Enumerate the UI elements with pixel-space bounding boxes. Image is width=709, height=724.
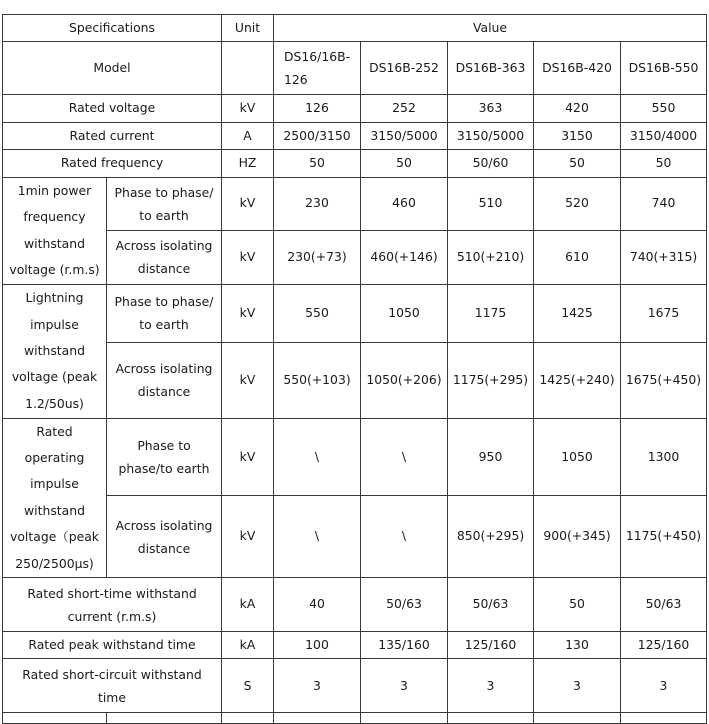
short-time-current-value-3: 50/63 (448, 578, 534, 632)
cutoff-cell (107, 713, 222, 724)
operating-phase-value-1: \ (274, 418, 361, 496)
table-row-power-frequency-phase (3, 177, 707, 230)
model-value-5: DS16B-550 (621, 42, 707, 95)
rated-voltage-value-1: 126 (274, 95, 361, 122)
rated-frequency-value-3: 50/60 (448, 150, 534, 177)
cutoff-cell (274, 713, 361, 724)
rated-voltage-value-4: 420 (534, 95, 621, 122)
lightning-isolating-value-3: 1175(+295) (448, 342, 534, 418)
operating-phase-value-5: 1300 (621, 418, 707, 496)
model-label: Model (3, 42, 222, 95)
lightning-phase-label: Phase to phase/ to earth (107, 284, 222, 342)
short-circuit-time-value-2: 3 (361, 659, 448, 713)
header-specifications: Specifications (3, 15, 222, 42)
table-row-rated-voltage (3, 95, 707, 122)
rated-voltage-label: Rated voltage (3, 95, 222, 122)
cutoff-cell (3, 713, 107, 724)
cutoff-cell (361, 713, 448, 724)
header-row (3, 15, 707, 42)
cutoff-cell (534, 713, 621, 724)
power-frequency-label: 1min power frequency withstand voltage (r.m.s) (3, 177, 107, 284)
lightning-phase-value-3: 1175 (448, 284, 534, 342)
spec-table-container (2, 14, 707, 724)
rated-voltage-value-3: 363 (448, 95, 534, 122)
rated-current-value-5: 3150/4000 (621, 122, 707, 149)
table-row-rated-current (3, 122, 707, 149)
short-circuit-time-value-3: 3 (448, 659, 534, 713)
operating-isolating-value-5: 1175(+450) (621, 496, 707, 578)
table-row-peak-withstand (3, 632, 707, 659)
power-frequency-isolating-value-4: 610 (534, 230, 621, 284)
peak-withstand-unit: kA (222, 632, 274, 659)
lightning-isolating-label: Across isolating distance (107, 342, 222, 418)
rated-current-unit: A (222, 122, 274, 149)
power-frequency-isolating-value-2: 460(+146) (361, 230, 448, 284)
power-frequency-phase-unit: kV (222, 177, 274, 230)
peak-withstand-label: Rated peak withstand time (3, 632, 222, 659)
lightning-phase-value-2: 1050 (361, 284, 448, 342)
power-frequency-isolating-unit: kV (222, 230, 274, 284)
power-frequency-phase-value-3: 510 (448, 177, 534, 230)
lightning-impulse-label: Lightning impulse withstand voltage (peak 1.2/50us) (3, 284, 107, 418)
model-value-4: DS16B-420 (534, 42, 621, 95)
short-circuit-time-value-4: 3 (534, 659, 621, 713)
lightning-isolating-value-5: 1675(+450) (621, 342, 707, 418)
table-row-rated-frequency (3, 150, 707, 177)
operating-impulse-label: Rated operating impulse withstand voltage（peak 250/2500μs) (3, 418, 107, 577)
table-row-operating-isolating (3, 496, 707, 578)
short-time-current-value-5: 50/63 (621, 578, 707, 632)
operating-phase-value-4: 1050 (534, 418, 621, 496)
lightning-isolating-value-1: 550(+103) (274, 342, 361, 418)
table-row-short-circuit-time (3, 659, 707, 713)
rated-voltage-unit: kV (222, 95, 274, 122)
rated-voltage-value-2: 252 (361, 95, 448, 122)
power-frequency-isolating-value-5: 740(+315) (621, 230, 707, 284)
power-frequency-phase-value-1: 230 (274, 177, 361, 230)
lightning-isolating-unit: kV (222, 342, 274, 418)
short-time-current-unit: kA (222, 578, 274, 632)
specifications-table (2, 14, 707, 724)
operating-phase-value-2: \ (361, 418, 448, 496)
rated-frequency-value-1: 50 (274, 150, 361, 177)
power-frequency-isolating-value-1: 230(+73) (274, 230, 361, 284)
peak-withstand-value-1: 100 (274, 632, 361, 659)
operating-isolating-label: Across isolating distance (107, 496, 222, 578)
power-frequency-isolating-value-3: 510(+210) (448, 230, 534, 284)
peak-withstand-value-5: 125/160 (621, 632, 707, 659)
peak-withstand-value-2: 135/160 (361, 632, 448, 659)
operating-isolating-value-3: 850(+295) (448, 496, 534, 578)
rated-current-value-1: 2500/3150 (274, 122, 361, 149)
table-row-cutoff (3, 713, 707, 724)
lightning-phase-value-4: 1425 (534, 284, 621, 342)
short-circuit-time-unit: S (222, 659, 274, 713)
operating-isolating-unit: kV (222, 496, 274, 578)
short-time-current-value-2: 50/63 (361, 578, 448, 632)
model-value-1: DS16/16B-126 (274, 42, 361, 95)
rated-current-value-2: 3150/5000 (361, 122, 448, 149)
lightning-isolating-value-2: 1050(+206) (361, 342, 448, 418)
short-time-current-value-4: 50 (534, 578, 621, 632)
short-circuit-time-value-1: 3 (274, 659, 361, 713)
rated-current-value-3: 3150/5000 (448, 122, 534, 149)
power-frequency-isolating-label: Across isolating distance (107, 230, 222, 284)
rated-frequency-label: Rated frequency (3, 150, 222, 177)
model-unit (222, 42, 274, 95)
rated-current-value-4: 3150 (534, 122, 621, 149)
cutoff-cell (448, 713, 534, 724)
header-unit: Unit (222, 15, 274, 42)
rated-frequency-value-2: 50 (361, 150, 448, 177)
short-circuit-time-value-5: 3 (621, 659, 707, 713)
cutoff-cell (621, 713, 707, 724)
operating-isolating-value-2: \ (361, 496, 448, 578)
power-frequency-phase-value-5: 740 (621, 177, 707, 230)
operating-isolating-value-1: \ (274, 496, 361, 578)
peak-withstand-value-4: 130 (534, 632, 621, 659)
table-row-short-time-current (3, 578, 707, 632)
operating-phase-value-3: 950 (448, 418, 534, 496)
power-frequency-phase-value-2: 460 (361, 177, 448, 230)
rated-current-label: Rated current (3, 122, 222, 149)
model-value-3: DS16B-363 (448, 42, 534, 95)
table-row-lightning-isolating (3, 342, 707, 418)
operating-isolating-value-4: 900(+345) (534, 496, 621, 578)
power-frequency-phase-value-4: 520 (534, 177, 621, 230)
power-frequency-phase-label: Phase to phase/ to earth (107, 177, 222, 230)
rated-frequency-value-5: 50 (621, 150, 707, 177)
lightning-phase-unit: kV (222, 284, 274, 342)
lightning-phase-value-5: 1675 (621, 284, 707, 342)
table-row-model (3, 42, 707, 95)
table-row-operating-phase (3, 418, 707, 496)
short-time-current-label: Rated short-time withstand current (r.m.s) (3, 578, 222, 632)
short-circuit-time-label: Rated short-circuit withstand time (3, 659, 222, 713)
cutoff-cell (222, 713, 274, 724)
header-value: Value (274, 15, 707, 42)
lightning-isolating-value-4: 1425(+240) (534, 342, 621, 418)
peak-withstand-value-3: 125/160 (448, 632, 534, 659)
operating-phase-unit: kV (222, 418, 274, 496)
rated-frequency-unit: HZ (222, 150, 274, 177)
short-time-current-value-1: 40 (274, 578, 361, 632)
rated-voltage-value-5: 550 (621, 95, 707, 122)
table-row-power-frequency-isolating (3, 230, 707, 284)
rated-frequency-value-4: 50 (534, 150, 621, 177)
table-row-lightning-phase (3, 284, 707, 342)
operating-phase-label: Phase to phase/to earth (107, 418, 222, 496)
lightning-phase-value-1: 550 (274, 284, 361, 342)
model-value-2: DS16B-252 (361, 42, 448, 95)
